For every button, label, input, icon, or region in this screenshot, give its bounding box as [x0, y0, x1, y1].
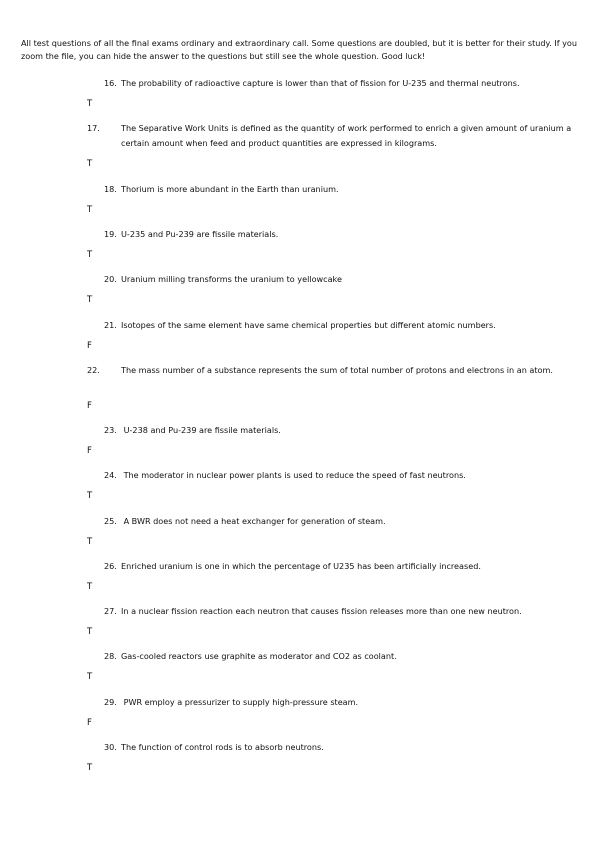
question-number: 23. [104, 425, 117, 435]
answer-16: T [87, 99, 93, 109]
question-number: 18. [104, 184, 117, 194]
question-text: Isotopes of the same element have same chemical properties but different atomic numbers. [121, 320, 496, 330]
question-16 [104, 76, 572, 91]
answer-27: T [87, 627, 93, 637]
question-25 [104, 514, 572, 529]
question-number: 16. [104, 78, 117, 88]
question-text: The function of control rods is to absorb neutrons. [121, 742, 324, 752]
question-number: 26. [104, 561, 117, 571]
question-number: 17. [87, 123, 100, 133]
question-28 [104, 649, 572, 664]
question-text: U-235 and Pu-239 are fissile materials. [121, 229, 279, 239]
answer-24: T [87, 491, 93, 501]
question-23 [104, 423, 572, 438]
answer-29: F [87, 718, 92, 728]
answer-23: F [87, 446, 92, 456]
question-text: U-238 and Pu-239 are fissile materials. [121, 425, 281, 435]
answer-25: T [87, 537, 93, 547]
question-number: 28. [104, 651, 117, 661]
answer-17: T [87, 159, 93, 169]
question-number: 29. [104, 697, 117, 707]
question-text: A BWR does not need a heat exchanger for generation of steam. [121, 516, 386, 526]
question-text: Enriched uranium is one in which the percentage of U235 has been artificially increased. [121, 561, 481, 571]
question-26 [104, 559, 572, 574]
answer-28: T [87, 672, 93, 682]
answer-22: F [87, 401, 92, 411]
question-number: 21. [104, 320, 117, 330]
question-27 [104, 604, 572, 619]
question-number: 20. [104, 274, 117, 284]
question-number: 24. [104, 470, 117, 480]
question-29 [104, 695, 572, 710]
question-number: 19. [104, 229, 117, 239]
question-21 [104, 318, 572, 333]
question-17 [87, 121, 589, 151]
question-text: PWR employ a pressurizer to supply high-pressure steam. [121, 697, 359, 707]
question-text: In a nuclear fission reaction each neutron that causes fission releases more than one new neutron. [121, 606, 522, 616]
question-text: Thorium is more abundant in the Earth than uranium. [121, 184, 339, 194]
answer-18: T [87, 205, 93, 215]
question-text: Uranium milling transforms the uranium to yellowcake [121, 274, 342, 284]
answer-20: T [87, 295, 93, 305]
answer-26: T [87, 582, 93, 592]
question-19 [104, 227, 572, 242]
question-text: Gas-cooled reactors use graphite as moderator and CO2 as coolant. [121, 651, 397, 661]
question-number: 25. [104, 516, 117, 526]
question-22 [87, 363, 589, 378]
question-24 [104, 468, 572, 483]
question-number: 22. [87, 365, 100, 375]
question-20 [104, 272, 572, 287]
answer-30: T [87, 763, 93, 773]
intro-paragraph: All test questions of all the final exams ordinary and extraordinary call. Some questions are doubled, but it is better for their study. If you zoom the file, you can hide the answer to the questions but still see the whole question. Good luck! [21, 38, 578, 61]
question-18 [104, 182, 572, 197]
question-30 [104, 740, 572, 755]
question-number: 30. [104, 742, 117, 752]
question-text: The moderator in nuclear power plants is used to reduce the speed of fast neutrons. [121, 470, 466, 480]
question-number: 27. [104, 606, 117, 616]
answer-21: F [87, 341, 92, 351]
question-text: The Separative Work Units is defined as the quantity of work performed to enrich a given amount of uranium a certain amount when feed and product quantities are expressed in kilograms. [121, 123, 572, 148]
answer-19: T [87, 250, 93, 260]
question-text: The probability of radioactive capture is lower than that of fission for U-235 and thermal neutrons. [121, 78, 520, 88]
question-text: The mass number of a substance represents the sum of total number of protons and electrons in an atom. [121, 365, 553, 375]
